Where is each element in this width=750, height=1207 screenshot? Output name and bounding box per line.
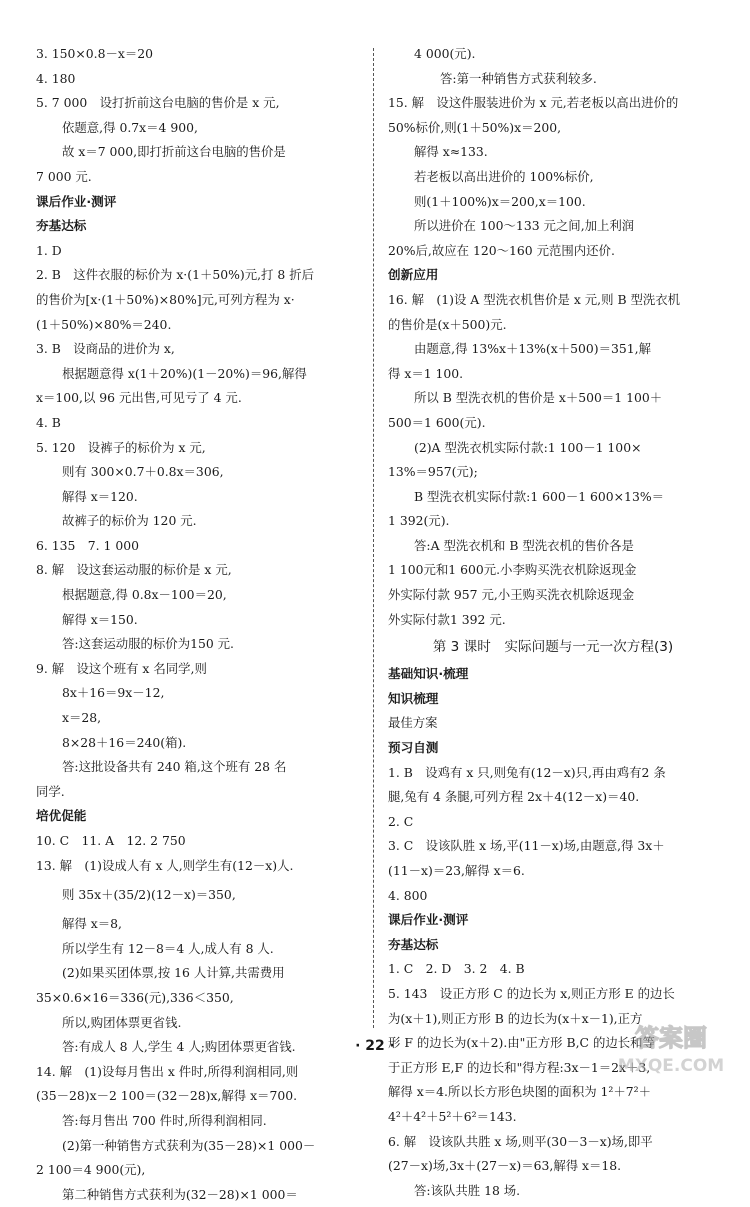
text-line: 解得 x＝150. (62, 611, 138, 627)
text-line: 9. 解 设这个班有 x 名同学,则 (36, 660, 207, 676)
text-line: 4²＋4²＋5²＋6²＝143. (388, 1108, 517, 1124)
text-line: 答:有成人 8 人,学生 4 人;购团体票更省钱. (62, 1039, 296, 1055)
text-line: 2. B 这件衣服的标价为 x·(1＋50%)元,打 8 折后 (36, 267, 314, 283)
text-line: x＝100,以 96 元出售,可见亏了 4 元. (36, 390, 242, 406)
text-line: 根据题意,得 0.8x－100＝20, (62, 587, 227, 603)
text-line: (27－x)场,3x＋(27－x)＝63,解得 x＝18. (388, 1158, 622, 1174)
text-line: 6. 135 7. 1 000 (36, 537, 140, 553)
text-line: (2)A 型洗衣机实际付款:1 100－1 100× (414, 439, 642, 455)
text-line: 故裤子的标价为 120 元. (62, 513, 197, 529)
text-line: 4. 800 (388, 887, 428, 903)
text-line: 所以学生有 12－8＝4 人,成人有 8 人. (62, 940, 274, 956)
text-line: 答:这批设备共有 240 箱,这个班有 28 名 (62, 759, 287, 775)
lesson-title: 第 3 课时 实际问题与一元一次方程(3) (432, 639, 674, 656)
text-line: (1＋50%)×80%＝240. (36, 316, 172, 332)
text-line: 解得 x＝4.所以长方形色块图的面积为 1²＋7²＋ (388, 1084, 652, 1100)
watermark-logo (612, 1016, 730, 1078)
column-divider (373, 48, 374, 1028)
text-line: (2)第一种销售方式获利为(35－28)×1 000－ (62, 1137, 316, 1153)
text-line: 的售价为[x·(1＋50%)×80%]元,可列方程为 x· (36, 291, 295, 307)
text-line: 1 392(元). (388, 513, 450, 529)
text-line: 若老板以高出进价的 100%标价, (414, 168, 594, 184)
section-heading: 课后作业·测评 (36, 193, 117, 209)
text-line: 4. 180 (36, 70, 76, 86)
text-line: 3. B 设商品的进价为 x, (36, 341, 175, 357)
text-line: 1. B 设鸡有 x 只,则兔有(12－x)只,再由鸡有2 条 (388, 764, 666, 780)
text-line: 1. D (36, 242, 62, 258)
section-heading: 基础知识·梳理 (388, 666, 469, 682)
text-line: 答:该队共胜 18 场. (414, 1182, 521, 1198)
text-line: 1 100元和1 600元.小李购买洗衣机除返现金 (388, 562, 637, 578)
watermark-line-2: MXQE.COM (617, 1056, 725, 1076)
text-line: 35×0.6×16＝336(元),336＜350, (36, 989, 234, 1005)
text-line: 第二种销售方式获利为(32－28)×1 000＝ (62, 1186, 298, 1202)
section-heading: 创新应用 (388, 267, 439, 283)
text-line: 3. C 设该队胜 x 场,平(11－x)场,由题意,得 3x＋ (388, 838, 665, 854)
text-line: 答:每月售出 700 件时,所得利润相同. (62, 1112, 267, 1128)
text-line: 外实际付款 957 元,小王购买洗衣机除返现金 (388, 587, 635, 603)
text-line: 依题意,得 0.7x＝4 900, (62, 119, 198, 135)
section-heading: 课后作业·测评 (388, 912, 469, 928)
text-line: 则(1＋100%)x＝200,x＝100. (414, 193, 586, 209)
text-line: 答:这套运动服的标价为150 元. (62, 636, 234, 652)
text-line: 所以进价在 100～133 元之间,加上利润 (414, 218, 635, 234)
text-line: 答:A 型洗衣机和 B 型洗衣机的售价各是 (414, 537, 634, 553)
text-line: 最佳方案 (388, 715, 438, 731)
text-line: 8×28＋16＝240(箱). (62, 734, 187, 750)
text-line: 根据题意得 x(1＋20%)(1－20%)＝96,解得 (62, 365, 307, 381)
text-line: 故 x＝7 000,即打折前这台电脑的售价是 (62, 144, 286, 160)
page-number: · 22 · (355, 1038, 395, 1054)
watermark-line-1: 答案圈 (635, 1024, 707, 1052)
text-line: 则 35x＋(35/2)(12－x)＝350, (62, 887, 236, 903)
text-line: 13%＝957(元); (388, 464, 478, 480)
text-line: 10. C 11. A 12. 2 750 (36, 833, 186, 848)
text-line: 3. 150×0.8－x＝20 (36, 46, 154, 61)
text-line: 于正方形 E,F 的边长和"得方程:3x－1＝2x＋3, (388, 1059, 651, 1075)
text-line: 的售价是(x＋500)元. (388, 316, 507, 332)
text-line: 5. 143 设正方形 C 的边长为 x,则正方形 E 的边长 (388, 985, 675, 1001)
section-heading: 知识梳理 (388, 690, 439, 706)
text-line: 16. 解 (1)设 A 型洗衣机售价是 x 元,则 B 型洗衣机 (388, 291, 681, 307)
text-line: 7 000 元. (36, 168, 92, 184)
text-line: 同学. (36, 783, 65, 799)
text-line: 解得 x＝8, (62, 916, 122, 932)
text-line: x＝28, (62, 710, 102, 726)
text-line: 4. B (36, 414, 61, 430)
section-heading: 夯基达标 (36, 218, 87, 234)
section-heading: 培优促能 (36, 808, 87, 824)
text-line: 50%标价,则(1＋50%)x＝200, (388, 119, 562, 135)
text-line: 腿,兔有 4 条腿,可列方程 2x＋4(12－x)＝40. (388, 789, 640, 805)
text-line: 2 100＝4 900(元), (36, 1162, 146, 1178)
text-line: 20%后,故应在 120～160 元范围内还价. (388, 242, 615, 258)
text-line: 6. 解 设该队共胜 x 场,则平(30－3－x)场,即平 (388, 1133, 653, 1149)
text-line: 解得 x＝120. (62, 488, 138, 504)
text-line: 13. 解 (1)设成人有 x 人,则学生有(12－x)人. (36, 857, 294, 873)
text-line: 则有 300×0.7＋0.8x＝306, (62, 464, 224, 480)
text-line: 4 000(元). (414, 46, 476, 61)
text-line: 500＝1 600(元). (388, 414, 486, 430)
text-line: 8. 解 设这套运动服的标价是 x 元, (36, 562, 232, 578)
text-line: 所以 B 型洗衣机的售价是 x＋500＝1 100＋ (414, 390, 663, 406)
text-line: 14. 解 (1)设每月售出 x 件时,所得利润相同,则 (36, 1063, 299, 1079)
text-line: 所以,购团体票更省钱. (62, 1014, 182, 1030)
text-line: 得 x＝1 100. (388, 365, 464, 381)
text-line: 为(x＋1),则正方形 B 的边长为(x＋x－1),正方 (388, 1010, 643, 1026)
section-heading: 夯基达标 (388, 936, 439, 952)
text-line: (11－x)＝23,解得 x＝6. (388, 863, 525, 878)
text-line: B 型洗衣机实际付款:1 600－1 600×13%＝ (414, 488, 664, 504)
text-line: 5. 7 000 设打折前这台电脑的售价是 x 元, (36, 95, 280, 111)
left-answer-column (36, 42, 362, 1207)
text-line: 2. C (388, 813, 414, 829)
text-line: 答:第一种销售方式获利较多. (440, 70, 597, 86)
section-heading: 预习自测 (388, 740, 439, 756)
text-line: (2)如果买团体票,按 16 人计算,共需费用 (62, 965, 285, 981)
text-line: 15. 解 设这件服装进价为 x 元,若老板以高出进价的 (388, 95, 679, 111)
text-line: 外实际付款1 392 元. (388, 611, 506, 627)
text-line: 解得 x≈133. (414, 144, 488, 160)
text-line: (35－28)x－2 100＝(32－28)x,解得 x＝700. (36, 1088, 298, 1104)
text-line: 8x＋16＝9x－12, (62, 685, 165, 701)
text-line: 形 F 的边长为(x＋2).由"正方形 B,C 的边长和等 (388, 1035, 655, 1051)
text-line: 5. 120 设裤子的标价为 x 元, (36, 439, 206, 455)
text-line: 由题意,得 13%x＋13%(x＋500)＝351,解 (414, 341, 651, 357)
text-line: 1. C 2. D 3. 2 4. B (388, 961, 525, 977)
